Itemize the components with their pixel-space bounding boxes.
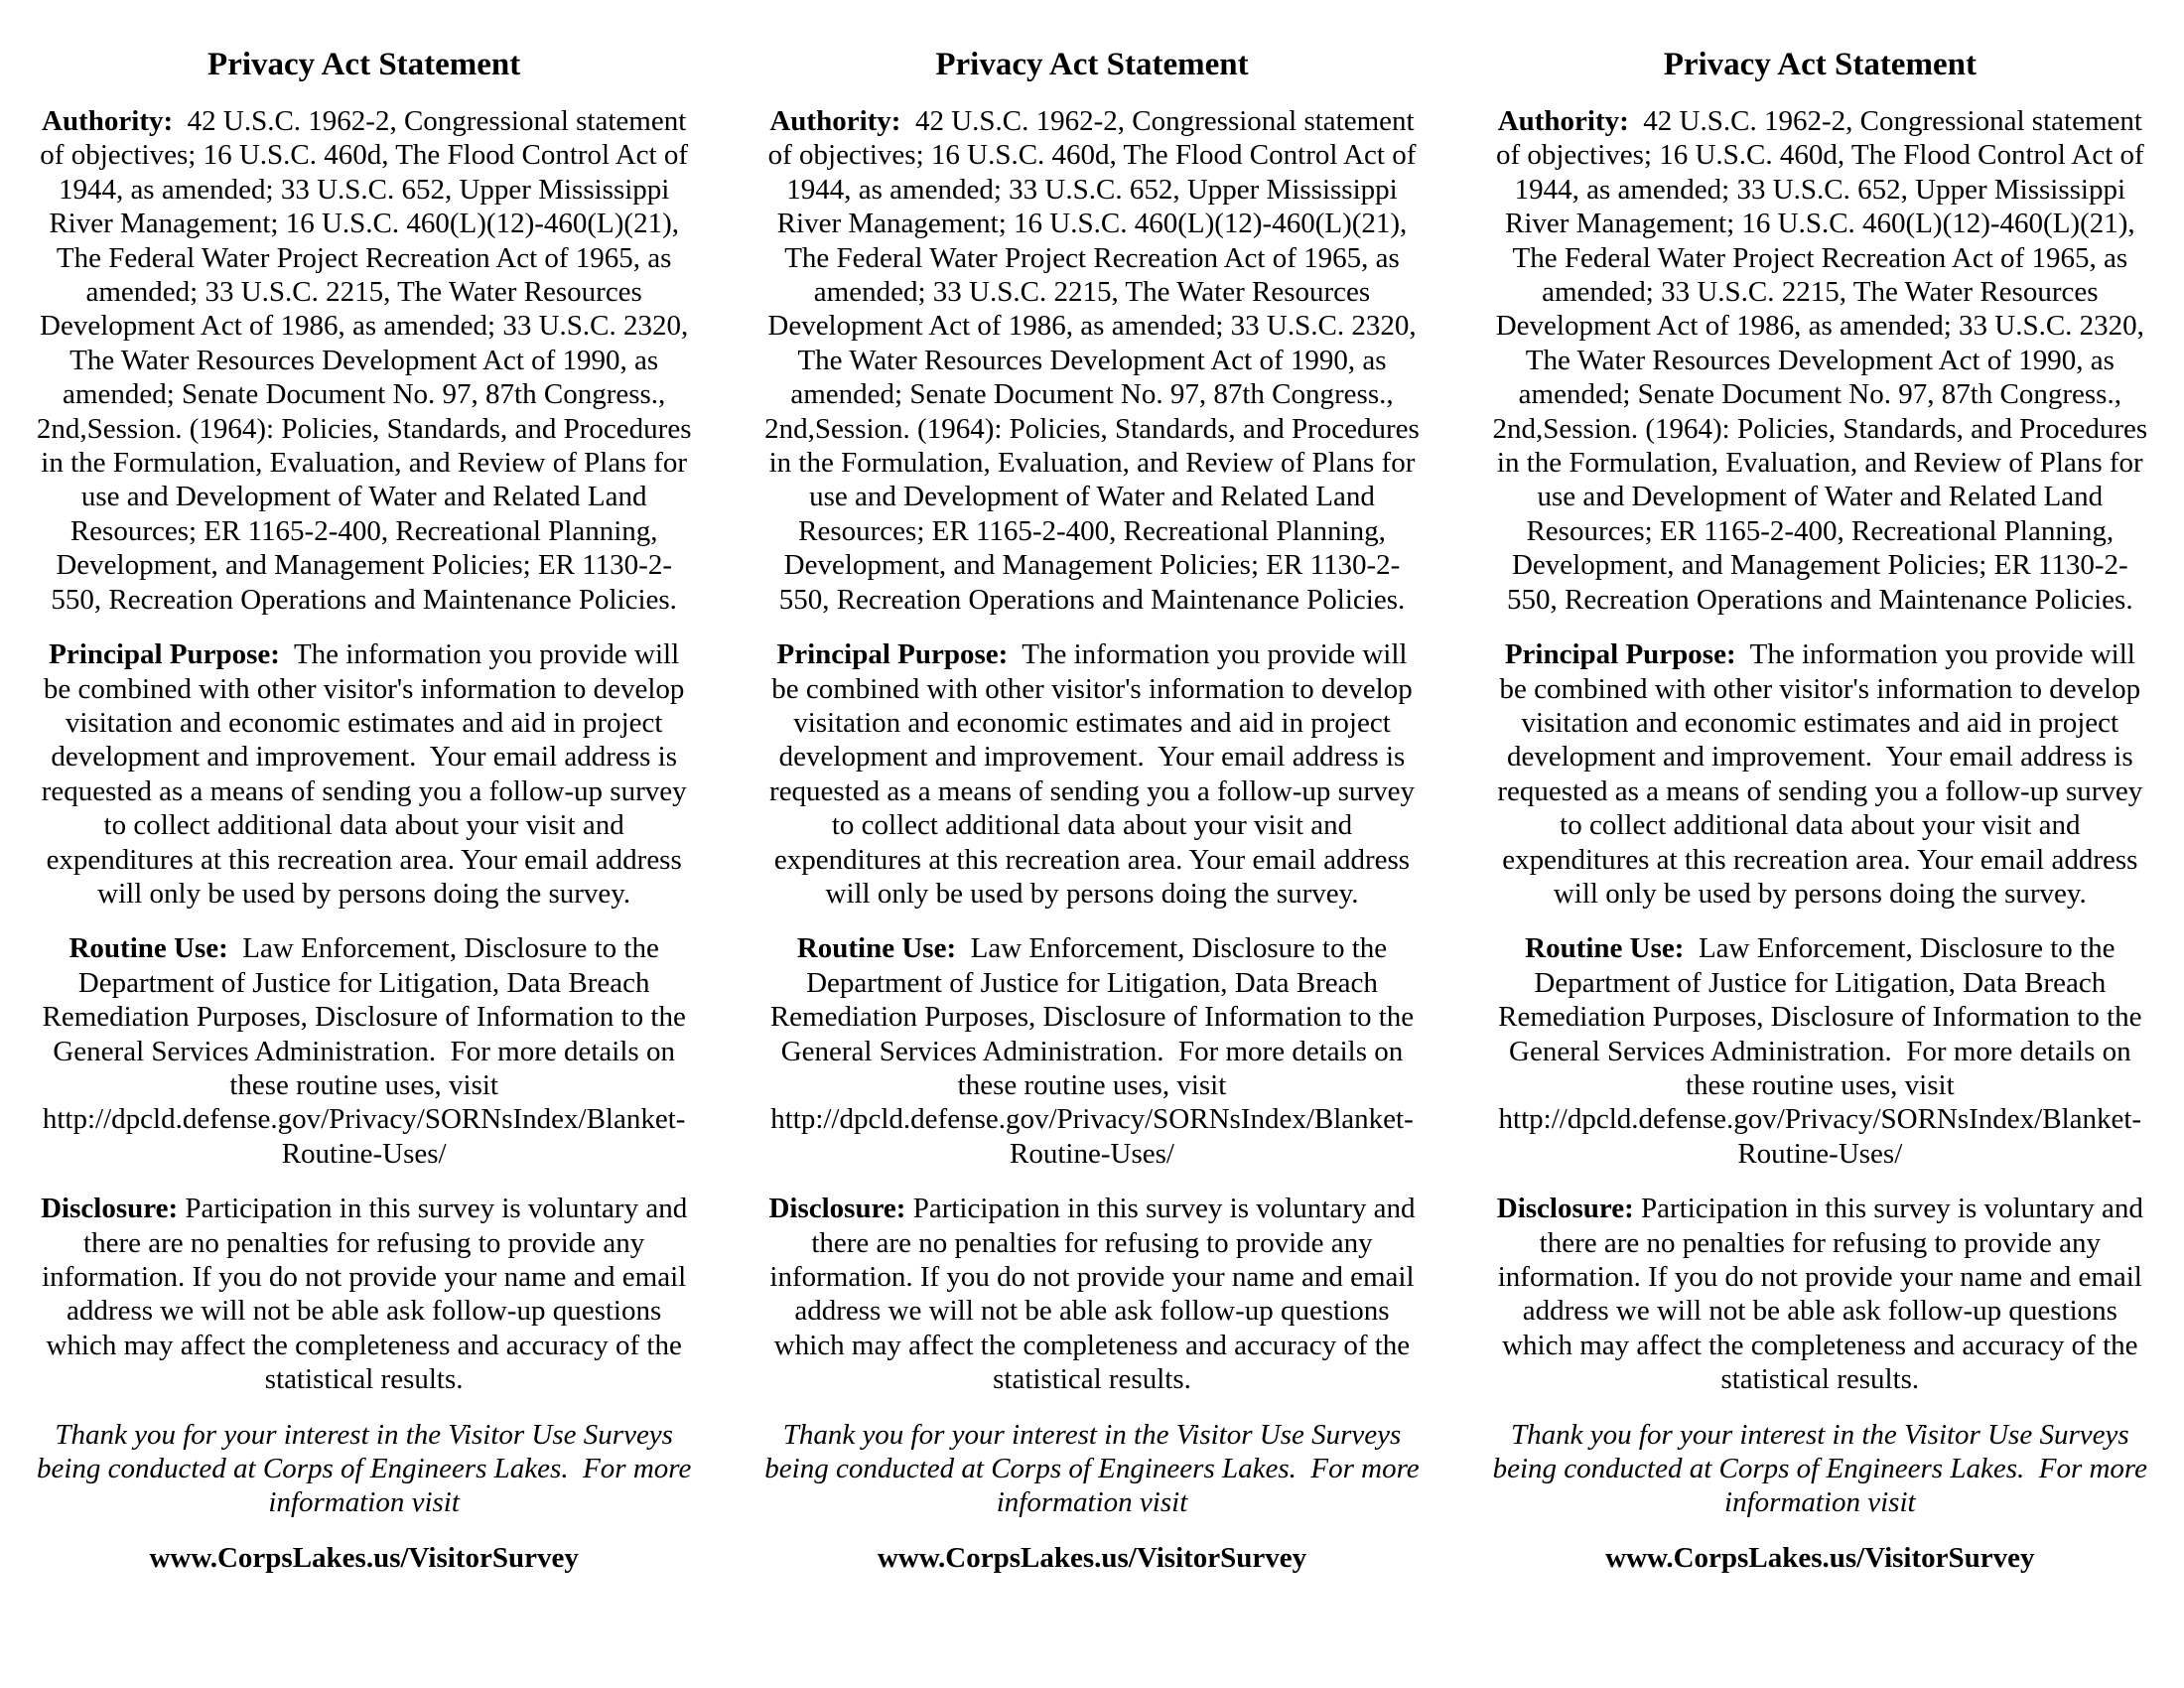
routine-use-label: Routine Use: xyxy=(1525,932,1692,965)
privacy-statement-column-3 xyxy=(1456,0,2184,1688)
authority-label: Authority: xyxy=(42,105,181,137)
routine-use-label: Routine Use: xyxy=(68,932,236,965)
privacy-statement-column-1 xyxy=(0,0,728,1688)
routine-use-paragraph xyxy=(36,931,692,1171)
authority-label: Authority: xyxy=(1497,105,1637,137)
principal-purpose-paragraph xyxy=(763,637,1420,911)
principal-purpose-text: The information you provide will be combined with other visitor's information to develop visitation and economic estimates and aid in project development and improvement. Your email address is requested as a means of sending you a follow-up survey to collect additional data about your visit and expenditures at this recreation area. Your email address will only be used by persons doing the survey. xyxy=(769,638,1415,910)
routine-use-text: Law Enforcement, Disclosure to the Department of Justice for Litigation, Data Breach Remediation Purposes, Disclosure of Information to the General Services Administration. For more details on these routine uses, visit http://dpcld.defense.gov/Privacy/SORNsIndex/Blanket-Routine-Uses/ xyxy=(42,932,686,1170)
disclosure-label: Disclosure: xyxy=(1496,1193,1634,1225)
routine-use-paragraph xyxy=(1492,931,2148,1171)
statement-title: Privacy Act Statement xyxy=(207,47,521,82)
principal-purpose-label: Principal Purpose: xyxy=(1504,638,1743,671)
authority-paragraph xyxy=(763,104,1420,617)
privacy-statement-column-2 xyxy=(728,0,1455,1688)
routine-use-text: Law Enforcement, Disclosure to the Department of Justice for Litigation, Data Breach Remediation Purposes, Disclosure of Information to the General Services Administration. For more details on these routine uses, visit http://dpcld.defense.gov/Privacy/SORNsIndex/Blanket-Routine-Uses/ xyxy=(769,932,1415,1170)
authority-text: 42 U.S.C. 1962-2, Congressional statement of objectives; 16 U.S.C. 460d, The Flood Control Act of 1944, as amended; 33 U.S.C. 652, Upper Mississippi River Management; 16 U.S.C. 460(L)(12)-460(L)(21), The Federal Water Project Recreation Act of 1965, as amended; 33 U.S.C. 2215, The Water Resources Development Act of 1986, as amended; 33 U.S.C. 2320, The Water Resources Development Act of 1990, as amended; Senate Document No. 97, 87th Congress., 2nd,Session. (1964): Policies, Standards, and Procedures in the Formulation, Evaluation, and Review of Plans for use and Development of Water and Related Land Resources; ER 1165-2-400, Recreational Planning, Development, and Management Policies; ER 1130-2-550, Recreation Operations and Maintenance Policies. xyxy=(764,105,1420,616)
disclosure-paragraph xyxy=(763,1192,1420,1396)
authority-text: 42 U.S.C. 1962-2, Congressional statement of objectives; 16 U.S.C. 460d, The Flood Control Act of 1944, as amended; 33 U.S.C. 652, Upper Mississippi River Management; 16 U.S.C. 460(L)(12)-460(L)(21), The Federal Water Project Recreation Act of 1965, as amended; 33 U.S.C. 2215, The Water Resources Development Act of 1986, as amended; 33 U.S.C. 2320, The Water Resources Development Act of 1990, as amended; Senate Document No. 97, 87th Congress., 2nd,Session. (1964): Policies, Standards, and Procedures in the Formulation, Evaluation, and Review of Plans for use and Development of Water and Related Land Resources; ER 1165-2-400, Recreational Planning, Development, and Management Policies; ER 1130-2-550, Recreation Operations and Maintenance Policies. xyxy=(36,105,692,616)
statement-title: Privacy Act Statement xyxy=(1663,47,1977,82)
survey-url: www.CorpsLakes.us/VisitorSurvey xyxy=(149,1541,579,1574)
principal-purpose-label: Principal Purpose: xyxy=(49,638,288,671)
disclosure-paragraph xyxy=(1492,1192,2148,1396)
principal-purpose-paragraph xyxy=(36,637,692,911)
routine-use-text: Law Enforcement, Disclosure to the Department of Justice for Litigation, Data Breach Remediation Purposes, Disclosure of Information to the General Services Administration. For more details on these routine uses, visit http://dpcld.defense.gov/Privacy/SORNsIndex/Blanket-Routine-Uses/ xyxy=(1498,932,2142,1170)
authority-paragraph xyxy=(1492,104,2148,617)
authority-label: Authority: xyxy=(769,105,908,137)
survey-url: www.CorpsLakes.us/VisitorSurvey xyxy=(877,1541,1307,1574)
closing-note: Thank you for your interest in the Visitor Use Surveys being conducted at Corps of Engineers Lakes. For more information visit xyxy=(764,1418,1420,1519)
routine-use-paragraph xyxy=(763,931,1420,1171)
disclosure-label: Disclosure: xyxy=(41,1193,179,1225)
survey-url: www.CorpsLakes.us/VisitorSurvey xyxy=(1605,1541,2035,1574)
statement-title: Privacy Act Statement xyxy=(935,47,1249,82)
principal-purpose-text: The information you provide will be combined with other visitor's information to develop visitation and economic estimates and aid in project development and improvement. Your email address is requested as a means of sending you a follow-up survey to collect additional data about your visit and expenditures at this recreation area. Your email address will only be used by persons doing the survey. xyxy=(41,638,687,910)
principal-purpose-text: The information you provide will be combined with other visitor's information to develop visitation and economic estimates and aid in project development and improvement. Your email address is requested as a means of sending you a follow-up survey to collect additional data about your visit and expenditures at this recreation area. Your email address will only be used by persons doing the survey. xyxy=(1497,638,2143,910)
disclosure-text: Participation in this survey is voluntary and there are no penalties for refusing to provide any information. If you do not provide your name and email address we will not be able ask follow-up questions which may affect the completeness and accuracy of the statistical results. xyxy=(769,1193,1416,1396)
closing-note: Thank you for your interest in the Visitor Use Surveys being conducted at Corps of Engineers Lakes. For more information visit xyxy=(36,1418,692,1519)
authority-paragraph xyxy=(36,104,692,617)
closing-note: Thank you for your interest in the Visitor Use Surveys being conducted at Corps of Engineers Lakes. For more information visit xyxy=(1492,1418,2148,1519)
authority-text: 42 U.S.C. 1962-2, Congressional statement of objectives; 16 U.S.C. 460d, The Flood Control Act of 1944, as amended; 33 U.S.C. 652, Upper Mississippi River Management; 16 U.S.C. 460(L)(12)-460(L)(21), The Federal Water Project Recreation Act of 1965, as amended; 33 U.S.C. 2215, The Water Resources Development Act of 1986, as amended; 33 U.S.C. 2320, The Water Resources Development Act of 1990, as amended; Senate Document No. 97, 87th Congress., 2nd,Session. (1964): Policies, Standards, and Procedures in the Formulation, Evaluation, and Review of Plans for use and Development of Water and Related Land Resources; ER 1165-2-400, Recreational Planning, Development, and Management Policies; ER 1130-2-550, Recreation Operations and Maintenance Policies. xyxy=(1492,105,2148,616)
principal-purpose-paragraph xyxy=(1492,637,2148,911)
disclosure-text: Participation in this survey is voluntary and there are no penalties for refusing to provide any information. If you do not provide your name and email address we will not be able ask follow-up questions which may affect the completeness and accuracy of the statistical results. xyxy=(1497,1193,2143,1396)
disclosure-text: Participation in this survey is voluntary and there are no penalties for refusing to provide any information. If you do not provide your name and email address we will not be able ask follow-up questions which may affect the completeness and accuracy of the statistical results. xyxy=(42,1193,688,1396)
disclosure-label: Disclosure: xyxy=(768,1193,906,1225)
principal-purpose-label: Principal Purpose: xyxy=(776,638,1016,671)
routine-use-label: Routine Use: xyxy=(796,932,964,965)
disclosure-paragraph xyxy=(36,1192,692,1396)
